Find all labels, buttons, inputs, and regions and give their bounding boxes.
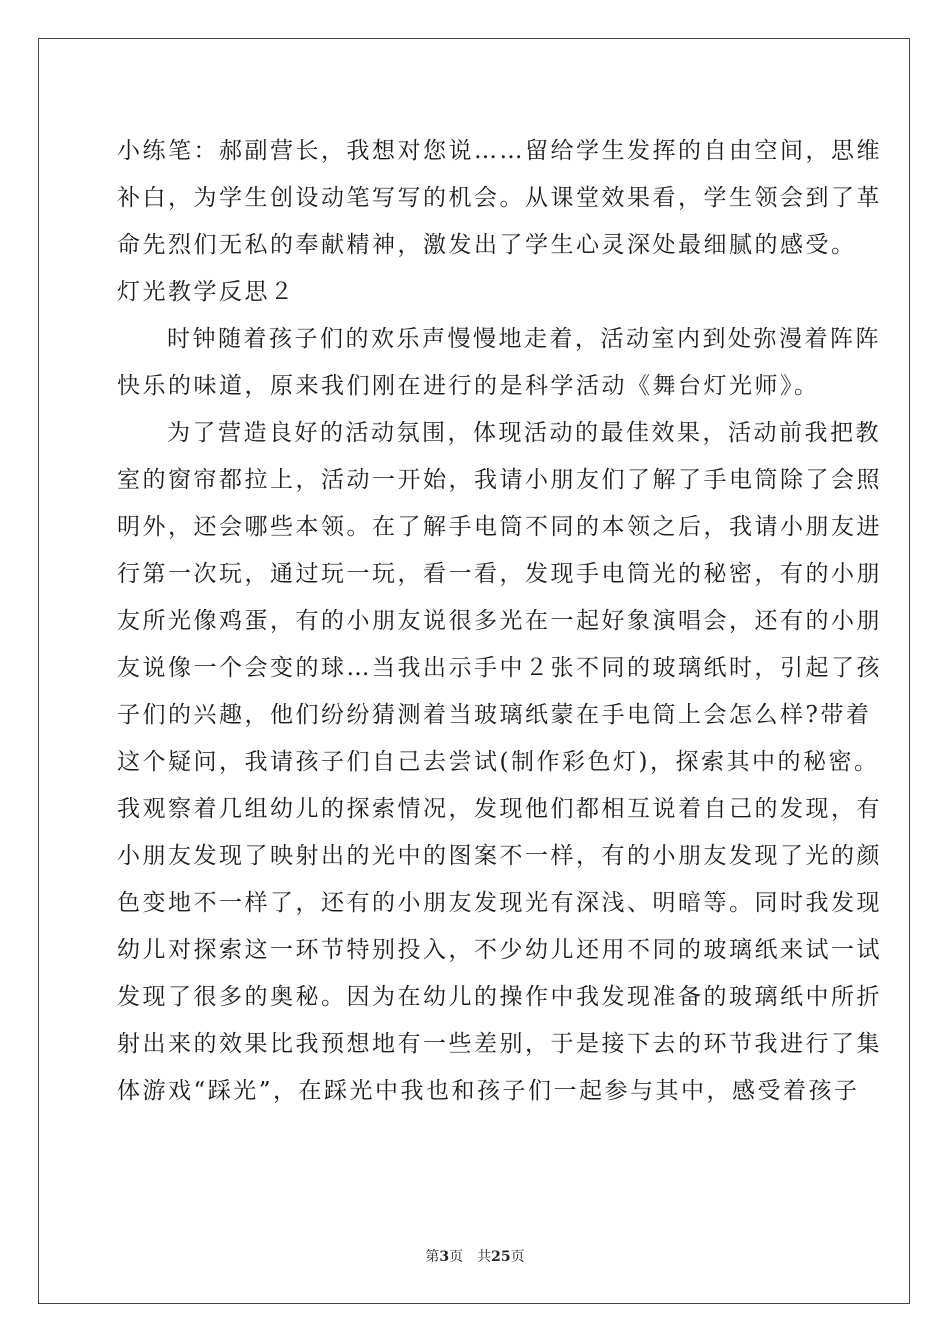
footer-total-pages: 25 (491, 1249, 511, 1265)
text-line: 快乐的味道，原来我们刚在进行的是科学活动《舞台灯光师》。 (117, 373, 820, 399)
text-line: 友所光像鸡蛋，有的小朋友说很多光在一起好象演唱会，还有的小朋 (117, 608, 882, 634)
text-line: 射出来的效果比我预想地有一些差别，于是接下去的环节我进行了集 (117, 1031, 882, 1057)
footer-page-number: 3 (439, 1249, 450, 1265)
text-line: 子们的兴趣，他们纷纷猜测着当玻璃纸蒙在手电筒上会怎么样?带着 (117, 702, 872, 728)
document-body (117, 128, 882, 1115)
text-line: 补白，为学生创设动笔写写的机会。从课堂效果看，学生领会到了革 (117, 185, 882, 211)
footer-total-prefix: 共 (477, 1249, 492, 1265)
text-line: 命先烈们无私的奉献精神，激发出了学生心灵深处最细腻的感受。 (117, 232, 857, 258)
text-line: 为了营造良好的活动氛围，体现活动的最佳效果，活动前我把教 (167, 420, 881, 446)
text-line: 明外，还会哪些本领。在了解手电筒不同的本领之后，我请小朋友进 (117, 514, 882, 540)
footer-page-prefix: 第 (425, 1249, 440, 1265)
text-line: 发现了很多的奥秘。因为在幼儿的操作中我发现准备的玻璃纸中所折 (117, 984, 882, 1010)
text-line: 体游戏“踩光”，在踩光中我也和孩子们一起参与其中，感受着孩子 (117, 1078, 860, 1104)
footer-total-suffix: 页 (510, 1249, 525, 1265)
text-line: 小朋友发现了映射出的光中的图案不一样，有的小朋友发现了光的颜 (117, 843, 882, 869)
text-line: 室的窗帘都拉上，活动一开始，我请小朋友们了解了手电筒除了会照 (117, 467, 882, 493)
text-line: 幼儿对探索这一环节特别投入，不少幼儿还用不同的玻璃纸来试一试 (117, 937, 882, 963)
text-line: 友说像一个会变的球…当我出示手中２张不同的玻璃纸时，引起了孩 (117, 655, 882, 681)
text-line: 灯光教学反思２ (117, 279, 296, 305)
text-line: 这个疑问，我请孩子们自己去尝试(制作彩色灯)，探索其中的秘密。 (117, 749, 880, 775)
text-line: 我观察着几组幼儿的探索情况，发现他们都相互说着自己的发现，有 (117, 796, 882, 822)
text-line: 时钟随着孩子们的欢乐声慢慢地走着，活动室内到处弥漫着阵阵 (167, 326, 881, 352)
text-line: 小练笔：郝副营长，我想对您说……留给学生发挥的自由空间，思维 (117, 138, 882, 164)
text-line: 行第一次玩，通过玩一玩，看一看，发现手电筒光的秘密，有的小朋 (117, 561, 882, 587)
page-footer (0, 1246, 950, 1266)
text-line: 色变地不一样了，还有的小朋友发现光有深浅、明暗等。同时我发现 (117, 890, 882, 916)
footer-page-suffix: 页 (449, 1249, 464, 1265)
